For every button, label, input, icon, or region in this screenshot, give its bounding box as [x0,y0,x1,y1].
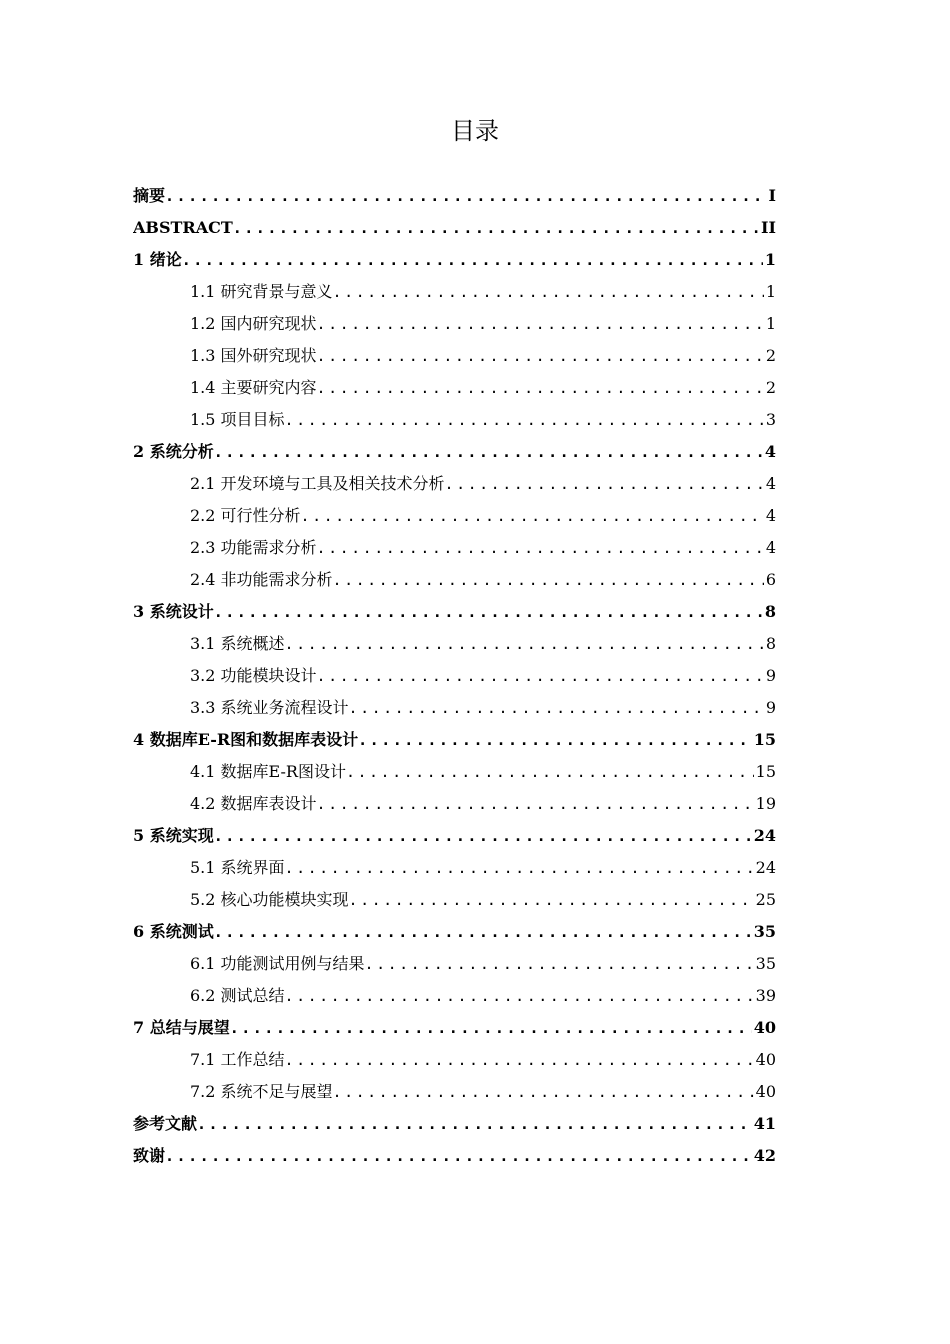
toc-entry-label: 致谢 [133,1146,166,1165]
toc-leader-dots [346,756,754,788]
toc-page-number: 4 [765,474,776,493]
toc-page-number: 40 [755,1050,776,1069]
toc-page-number: 3 [765,410,776,429]
toc-chapter-entry[interactable] [133,820,776,852]
toc-leader-dots [285,1044,754,1076]
toc-section-entry[interactable] [133,788,776,820]
toc-page-number: 19 [755,794,776,813]
toc-entry-label: 1.1 研究背景与意义 [190,282,333,301]
toc-section-entry[interactable] [133,660,776,692]
toc-entry-label: 2 系统分析 [133,442,214,461]
toc-entry-label: 1.4 主要研究内容 [190,378,317,397]
toc-leader-dots [230,1012,752,1044]
toc-page-number: 6 [765,570,776,589]
toc-section-entry[interactable] [133,404,776,436]
toc-page-number: 4 [765,538,776,557]
toc-entry-label: 2.4 非功能需求分析 [190,570,333,589]
toc-entry-label: 7.2 系统不足与展望 [190,1082,333,1101]
toc-leader-dots [182,244,763,276]
toc-page-number: 1 [765,314,776,333]
toc-leader-dots [214,820,752,852]
toc-page-number: 40 [755,1082,776,1101]
toc-leader-dots [333,564,764,596]
toc-page-number: 4 [765,506,776,525]
toc-entry-label: 4.1 数据库E-R图设计 [190,762,346,781]
toc-section-entry[interactable] [133,468,776,500]
toc-page-number: 2 [765,378,776,397]
toc-page-number: 15 [755,762,776,781]
toc-section-entry[interactable] [133,1044,776,1076]
toc-section-entry[interactable] [133,340,776,372]
toc-section-entry[interactable] [133,372,776,404]
toc-entry-label: 7.1 工作总结 [190,1050,285,1069]
toc-section-entry[interactable] [133,532,776,564]
toc-entry-label: 1.5 项目目标 [190,410,285,429]
toc-leader-dots [333,276,764,308]
toc-chapter-entry[interactable] [133,916,776,948]
toc-entry-label: 2.1 开发环境与工具及相关技术分析 [190,474,445,493]
toc-page-number: 4 [764,442,776,461]
toc-section-entry[interactable] [133,564,776,596]
toc-leader-dots [233,212,759,244]
toc-chapter-entry[interactable] [133,1012,776,1044]
toc-chapter-entry[interactable] [133,1108,776,1140]
toc-section-entry[interactable] [133,948,776,980]
toc-section-entry[interactable] [133,500,776,532]
toc-chapter-entry[interactable] [133,436,776,468]
toc-page-number: I [768,186,776,205]
toc-section-entry[interactable] [133,980,776,1012]
toc-page-number: 15 [753,730,776,749]
toc-section-entry[interactable] [133,276,776,308]
toc-chapter-entry[interactable] [133,212,776,244]
toc-page-number: 42 [753,1146,776,1165]
toc-entry-label: 6 系统测试 [133,922,214,941]
toc-section-entry[interactable] [133,852,776,884]
toc-leader-dots [317,372,764,404]
toc-section-entry[interactable] [133,1076,776,1108]
toc-leader-dots [214,596,763,628]
toc-page-number: 8 [765,634,776,653]
toc-leader-dots [285,980,754,1012]
toc-section-entry[interactable] [133,692,776,724]
toc-leader-dots [317,660,764,692]
toc-page-number: 39 [755,986,776,1005]
toc-section-entry[interactable] [133,756,776,788]
toc-leader-dots [333,1076,754,1108]
toc-section-entry[interactable] [133,884,776,916]
toc-page-number: 35 [755,954,776,973]
toc-leader-dots [317,340,764,372]
toc-leader-dots [365,948,754,980]
toc-page-number: 8 [764,602,776,621]
toc-entry-label: 5.2 核心功能模块实现 [190,890,349,909]
toc-leader-dots [285,628,764,660]
toc-chapter-entry[interactable] [133,596,776,628]
toc-entry-label: 3 系统设计 [133,602,214,621]
toc-page-number: 1 [764,250,776,269]
toc-entry-label: 3.3 系统业务流程设计 [190,698,349,717]
toc-page-number: 40 [753,1018,776,1037]
toc-entry-label: 4.2 数据库表设计 [190,794,317,813]
toc-entry-label: 3.1 系统概述 [190,634,285,653]
toc-entry-label: 4 数据库E-R图和数据库表设计 [133,730,359,749]
toc-entry-label: ABSTRACT [133,218,233,237]
toc-entry-label: 1.3 国外研究现状 [190,346,317,365]
toc-entry-label: 2.3 功能需求分析 [190,538,317,557]
toc-entry-label: 摘要 [133,186,166,205]
toc-leader-dots [285,404,764,436]
toc-entry-label: 2.2 可行性分析 [190,506,301,525]
toc-leader-dots [317,788,754,820]
toc-leader-dots [349,692,764,724]
toc-entry-label: 5 系统实现 [133,826,214,845]
toc-leader-dots [445,468,764,500]
toc-leader-dots [349,884,754,916]
toc-page-number: 24 [755,858,776,877]
toc-leader-dots [317,308,764,340]
toc-title: 目录 [451,117,499,145]
toc-leader-dots [301,500,764,532]
toc-leader-dots [165,1140,752,1172]
toc-page-number: 9 [765,666,776,685]
toc-page-number: II [761,218,776,237]
toc-entry-label: 5.1 系统界面 [190,858,285,877]
toc-entry-label: 7 总结与展望 [133,1018,230,1037]
toc-entry-label: 1 绪论 [133,250,182,269]
toc-leader-dots [317,532,764,564]
toc-leader-dots [214,436,763,468]
toc-leader-dots [165,180,767,212]
toc-leader-dots [214,916,752,948]
toc-page-number: 24 [753,826,776,845]
toc-leader-dots [285,852,754,884]
toc-page-number: 9 [765,698,776,717]
toc-section-entry[interactable] [133,628,776,660]
toc-page-number: 41 [753,1114,776,1133]
toc-chapter-entry[interactable] [133,244,776,276]
toc-chapter-entry[interactable] [133,724,776,756]
toc-list [133,180,776,1172]
toc-page-number: 35 [753,922,776,941]
toc-leader-dots [197,1108,752,1140]
toc-page-number: 25 [755,890,776,909]
toc-page-number: 2 [765,346,776,365]
toc-section-entry[interactable] [133,308,776,340]
toc-leader-dots [358,724,752,756]
toc-entry-label: 1.2 国内研究现状 [190,314,317,333]
toc-entry-label: 6.2 测试总结 [190,986,285,1005]
toc-entry-label: 参考文献 [133,1114,198,1133]
toc-chapter-entry[interactable] [133,1140,776,1172]
toc-entry-label: 3.2 功能模块设计 [190,666,317,685]
toc-entry-label: 6.1 功能测试用例与结果 [190,954,365,973]
toc-chapter-entry[interactable] [133,180,776,212]
toc-page-number: 1 [765,282,776,301]
